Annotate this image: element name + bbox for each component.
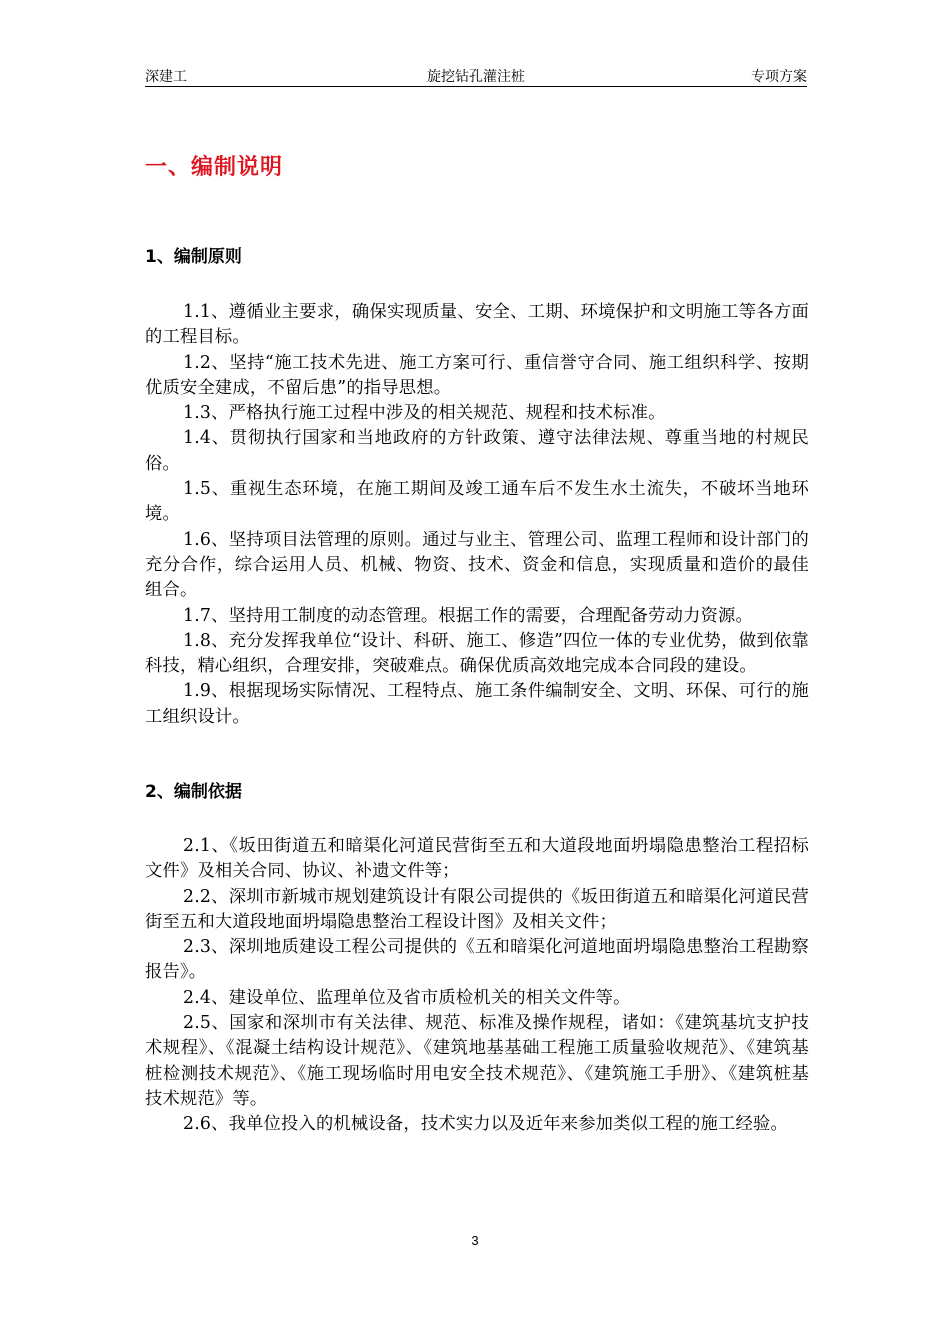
paragraph: 1.2、坚持“施工技术先进、施工方案可行、重信誉守合同、施工组织科学、按期优质安全建成，不留后患”的指导思想。	[145, 352, 809, 398]
section-2-body	[145, 834, 809, 1138]
paragraph: 1.1、遵循业主要求，确保实现质量、安全、工期、环境保护和文明施工等各方面的工程目标。	[145, 302, 809, 348]
page-header	[145, 66, 807, 87]
section-1-body	[145, 300, 809, 730]
page-number: 3	[471, 1233, 479, 1248]
header-center: 旋挖钻孔灌注桩	[427, 69, 525, 85]
paragraph: 1.7、坚持用工制度的动态管理。根据工作的需要，合理配备劳动力资源。	[183, 605, 754, 626]
paragraph: 1.4、贯彻执行国家和当地政府的方针政策、遵守法律法规、尊重当地的村规民俗。	[145, 428, 809, 474]
paragraph: 1.3、严格执行施工过程中涉及的相关规范、规程和技术标准。	[183, 403, 666, 424]
paragraph: 1.8、充分发挥我单位“设计、科研、施工、修造”四位一体的专业优势，做到依靠科技，精心组织，合理安排，突破难点。确保优质高效地完成本合同段的建设。	[145, 630, 809, 677]
paragraph: 2.5、国家和深圳市有关法律、规范、标准及操作规程，诸如：《建筑基坑支护技术规程》、《混凝土结构设计规范》、《建筑地基基础工程施工质量验收规范》、《建筑基桩检测技术规范》、《施工现场临时用电安全技术规范》、《建筑施工手册》、《建筑桩基技术规范》等。	[145, 1013, 809, 1109]
paragraph: 2.6、我单位投入的机械设备，技术实力以及近年来参加类似工程的施工经验。	[183, 1114, 788, 1135]
paragraph: 2.2、深圳市新城市规划建筑设计有限公司提供的《坂田街道五和暗渠化河道民营街至五和大道段地面坍塌隐患整治工程设计图》及相关文件；	[145, 886, 809, 932]
paragraph: 2.3、深圳地质建设工程公司提供的《五和暗渠化河道地面坍塌隐患整治工程勘察报告》。	[145, 937, 809, 983]
paragraph: 1.9、根据现场实际情况、工程特点、施工条件编制安全、文明、环保、可行的施工组织设计。	[145, 681, 809, 727]
section-2-heading: 2、编制依据	[145, 782, 242, 802]
paragraph: 2.1、《坂田街道五和暗渠化河道民营街至五和大道段地面坍塌隐患整治工程招标文件》及相关合同、协议、补遗文件等；	[145, 836, 809, 882]
paragraph: 1.5、重视生态环境，在施工期间及竣工通车后不发生水土流失，不破坏当地环境。	[145, 479, 809, 525]
header-right: 专项方案	[751, 69, 807, 85]
header-left: 深建工	[145, 69, 187, 85]
paragraph: 1.6、坚持项目法管理的原则。通过与业主、管理公司、监理工程师和设计部门的充分合作，综合运用人员、机械、物资、技术、资金和信息，实现质量和造价的最佳组合。	[145, 529, 809, 601]
chapter-title: 一、编制说明	[145, 155, 284, 180]
section-1-heading: 1、编制原则	[145, 247, 242, 267]
paragraph: 2.4、建设单位、监理单位及省市质检机关的相关文件等。	[183, 987, 631, 1008]
